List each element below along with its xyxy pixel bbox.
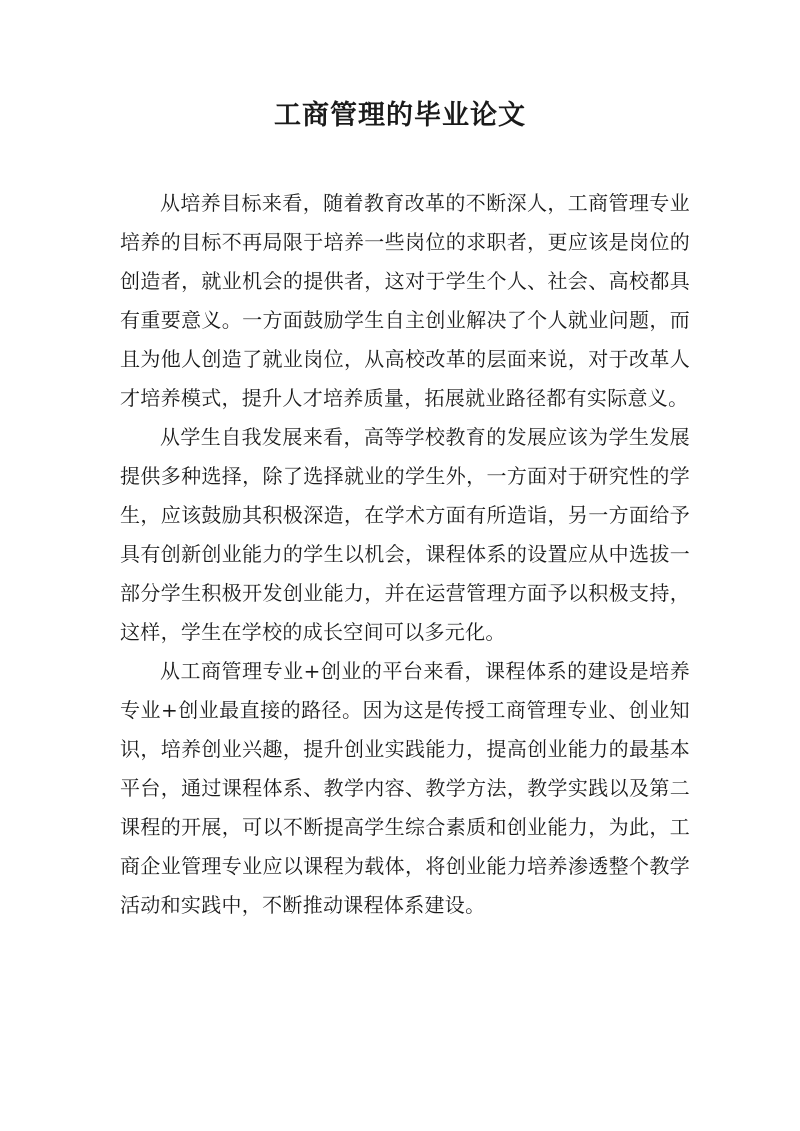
paragraph-2: 从学生自我发展来看，高等学校教育的发展应该为学生发展提供多种选择，除了选择就业的学生外，一方面对于研究性的学生，应该鼓励其积极深造，在学术方面有所造诣，另一方面给予具有创新创业能力的学生以机会，课程体系的设置应从中选拔一部分学生积极开发创业能力，并在运营管理方面予以积极支持，这样，学生在学校的成长空间可以多元化。 <box>120 425 690 644</box>
document-body <box>120 184 690 925</box>
paragraph-1: 从培养目标来看，随着教育改革的不断深人，工商管理专业培养的目标不再局限于培养一些岗位的求职者，更应该是岗位的创造者，就业机会的提供者，这对于学生个人、社会、高校都具有重要意义。一方面鼓励学生自主创业解决了个人就业问题，而且为他人创造了就业岗位，从高校改革的层面来说，对于改革人才培养模式，提升人才培养质量，拓展就业路径都有实际意义。 <box>120 191 690 410</box>
document-title: 工商管理的毕业论文 <box>274 100 526 131</box>
paragraph-3: 从工商管理专业+创业的平台来看，课程体系的建设是培养专业+创业最直接的路径。因为这是传授工商管理专业、创业知识，培养创业兴趣，提升创业实践能力，提高创业能力的最基本平台，通过课程体系、教学内容、教学方法，教学实践以及第二课程的开展，可以不断提高学生综合素质和创业能力，为此，工商企业管理专业应以课程为载体，将创业能力培养渗透整个教学活动和实践中，不断推动课程体系建设。 <box>120 659 690 917</box>
